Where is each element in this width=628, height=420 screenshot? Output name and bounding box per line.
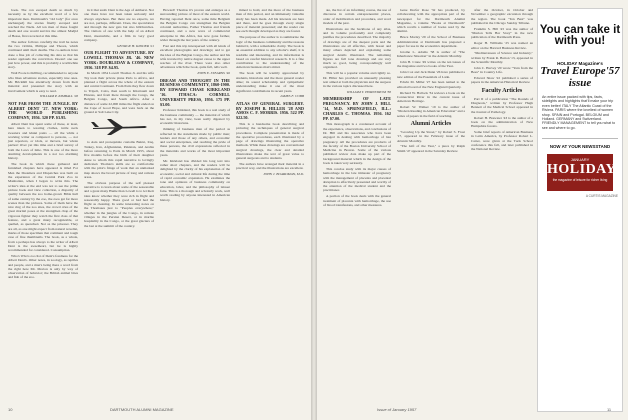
article-paragraph: Mr. Kirkland has divided his long text into rather short chapters, and the readers will be delighted by the clarity of his explanation of the economic, social and cultural life during the time of rapid economic expansion. He examines the tone and opinions of business community on education, labor, and the philosophy of laissez faire. This is a thorough and scholarly work, well worth reading by anyone interested in American history.	[160, 158, 230, 202]
article-paragraph: Robert W. Walker '19 is the author of "Modern Reading in American Education" and a series of papers in the field of teaching.	[397, 105, 465, 118]
column-2	[397, 8, 465, 155]
section-heading: Alumni Articles	[410, 120, 452, 127]
book-review-heading: ATLAS OF GENERAL SURGERY. BY JOSEPH B. HILLER '28 AND AMOS C. F. MORRIS. 1956. 522 PP. $22.50.	[236, 100, 304, 121]
article-paragraph: mined to hold, and the more of the business men of this period, and an immensely valuable study has been made. All his interests are here and there, and he goes through every single piece of material presented; and the reader can see each thought developed as they are found.	[236, 8, 304, 34]
column-4	[236, 8, 304, 179]
reviewer-byline: GEORGE H. KIDDER '21	[116, 43, 154, 48]
article-paragraph: Bruce Morley '29 of the School of Business Administration at Dartmouth has prepared a paper for use in the economics department.	[397, 35, 465, 48]
airplane-illustration	[89, 117, 149, 137]
article-paragraph: Edwin M. Miller '27 has been named to the editorial board of the New England Quarterly.	[397, 80, 465, 89]
cover-title: HOLIDAY	[547, 162, 617, 178]
ad-newsstand: NOW AT YOUR NEWSSTAND	[549, 144, 611, 150]
ad-title: Travel Europe'57 issue	[540, 65, 620, 89]
page-number-left: 10	[8, 407, 13, 412]
article-paragraph: Franklin S. Hill '43 was the author of "Marion Tells Her Story" in the new publication of the Dartmouth Press.	[471, 26, 533, 40]
article-paragraph: Howard! Thomas it's proven and enlarges as a surrounding picture of most of the eastern world. Having reported Dent once, some time Belgium the Belgian Congo can strengthen the Belgian colonial authorities, Father Thomas and friends continued, and a new wave of commercial enterprise in this Africa, has now gone farther, wider through the last years of the century.	[160, 8, 230, 43]
article-paragraph: Albert Dent has spent some of these, at least, here taken to wearing clothes, turtle neck sweaters and khaki pants — all the while a working writer as compared to persons, — not just reporters, or idols, or movers, but whole parties! Over yet this time and a brief survey of both the Laws of time. This is one of the more alarming developments in a not too alarming history.	[8, 121, 78, 161]
magazine-title-footer: DARTMOUTH ALUMNI MAGAZINE	[110, 407, 174, 412]
article-paragraph: Edward Shaw '22 published a series of papers in the American Historical Review.	[471, 76, 533, 85]
column-2	[84, 8, 154, 230]
article-paragraph: Part II of a publication "The Rounds of Diagnosis," written by Professor Hugh Bennett of the Medical School appeared in the Journal of Pathology.	[471, 96, 533, 114]
article-paragraph: Gene Dorfer Rose '32 has produced, by collaborating with the appropriate part of the newspaper for the Dartmouth Alumni Magazine, a volume "Books at Dartmouth" which recalls a number of books read by the alumni.	[397, 8, 465, 34]
article-paragraph: The book will be warmly appreciated by students, historians and the more general reader alike; its sound scholarship and sympathetic understanding make it one of the most significant contributions in recent years.	[236, 71, 304, 93]
book-review-heading: NOT FAR FROM THE JUNGLE. BY ALBERT DENT '27. NEW YORK: THE WORLD PUBLISHING COMPANY, 1956. 320 PP. $3.95.	[8, 100, 78, 121]
article-paragraph: "Growing Up the Street," by Robert S. Frost '17, appeared in the February issue of the Atlantic Monthly.	[397, 129, 465, 143]
reviewer-byline: JOHN E. STEARNS '46	[196, 71, 230, 76]
article-paragraph: ate, the list of an informing course, the use of discourse in certain entrepreneurial places, order of mobilization and procedure, and word models of the past.	[323, 8, 391, 25]
article-paragraph: This is a handsome book describing and picturing the techniques of general surgical procedures. Complete presentation is made of the operative procedures, each illustrated by a page of drawings illustrating the operative methods. While these drawings are conventional surgical drawings, the clear and detailed illustrations make the text of great value to general surgeons and to students.	[236, 121, 304, 161]
ad-body: An entire issue packed with tips, facts, sidelights and highlights that'll make your trip even better! ITALY The Atlantic Coast of the Riviera. PARIS where the loveliest of women shop. SPAIN and Portugal. BELGIUM and Holland. GERMANY and Switzerland. FRIENDLY MANAGEMENT to tell you what to see and where to go.	[542, 95, 616, 130]
ad-divider	[542, 138, 618, 139]
article-paragraph: Fast and this trip interspersed with all kinds of excellent photographs and drawings; and to get the idea of the Belgian Congo, the author and his wife traveled by native dugout canoe to the upper reaches of the river. There were also other adventures which the book, quite full, tells well.	[160, 43, 230, 70]
article-paragraph: Richard W. Hallock '34 reviews a book on the Connecticut River in the current issue of American Heritage.	[397, 90, 465, 104]
column-1	[323, 8, 391, 209]
article-paragraph: This monograph is a condensed account of the experience, observations, and conclusions of Dr. Hill and his associates who have been engaged in dealing with hemorrhage of late pregnancy. All the procedures are products of the faculty of the Boston University School of Medicine in Boston. Some of the various published review data make up part of the background material which in the design of the book is taken very seriously.	[323, 122, 391, 166]
column-3	[160, 8, 230, 203]
article-paragraph: In March 1954 Lowell Thomas Jr. and his wife Tay took their private plane Paris to Africa, and planned a flight across the whole of the eastern and central Continent. From Paris they flew down to Tripoli, Cairo, then south to Khartoum and Ehretes, and from there through the Congo, the Belgian Congo, and South Africa. After a distance of some 22,000 miles the flight ended on the Cape of Good Hope, and were back on the ground at Salt Lake City.	[84, 71, 154, 115]
article-paragraph: Jerome L. Adams '38 is author of "The Inheritance Situation" in the Atlantic Monthly.	[397, 49, 465, 59]
ad-lead: HOLIDAY Magazine's	[557, 61, 603, 66]
article-paragraph: Robert H. Brewster '43 is the author of a book on the administration of New Hampshire forests.	[471, 115, 533, 129]
column-1	[8, 8, 78, 281]
article-paragraph: The purpose of the author is to summarize the logic of the business community and the reasons behind it, with a remarkable clarity. The book is an essential addition to any scholar's shelf, it is readable and interesting, and its information is based on careful historical research. It is a fine contribution to the understanding of the American business man's mind.	[236, 35, 304, 70]
article-paragraph: Who's Who's zoo list of Dent's fondness for the Albert Dent's. Other notes, in zoology, as reptiles and people, and a man's being there a word from the right here Mr. Morton is only by way of observation of behavior; the British animal bites and fish of the zoo.	[8, 254, 78, 280]
article-paragraph: Illustrations are the backbone of any atlas, and in volume profoundly and completely justifies the procedures described. The majority of drawings are of the deepest parts and the illustrations are all effective, with breast and many others depicted and explaining some surgical details illustrated. The remaining figures are full tone drawings and are very much so good, being correspondingly well organized.	[323, 26, 391, 70]
left-page	[0, 0, 311, 420]
book-review-heading: DREAM AND THOUGHT IN THE BUSINESS COMMUNITY, 1860-1900. BY EDWARD CHASE KIRKLAND '16. ITHACA: CORNELL UNIVERSITY PRESS, 1956. 175 PP. $3.00.	[160, 77, 230, 107]
section-heading: Faculty Articles	[481, 87, 523, 94]
article-paragraph: "The Gift of the Year," a piece by Ralph Smith '47 appeared in the Saturday Review.	[397, 144, 465, 153]
reviewer-byline: WILLIAM T. HORNSTROM '38	[346, 90, 391, 95]
reviewer-byline: WILLIAM P. KIMBALL '28	[39, 94, 78, 99]
article-paragraph: Roger H. Williams '25 was named an editor on the Harvard Business Review.	[471, 41, 533, 50]
article-paragraph: John H. Crane '49 writes on the ten issues of the magazine and two books of the Year.	[397, 60, 465, 69]
article-paragraph: after the October, in October and November a geographic excursion through the region. The book "Ten Best" was published in the Chicago Sunday Tribune.	[471, 8, 533, 25]
cover-tagline: the magazine of leisure for richer living	[552, 178, 608, 183]
column-3	[471, 8, 533, 153]
holiday-advertisement[interactable]	[537, 8, 623, 412]
cover-month: JANUARY	[570, 157, 590, 163]
article-paragraph: The authors have arranged their material in a practical way, and the illustrations are excellent.	[236, 162, 304, 171]
article-paragraph: This concise study with its major causes of hemorrhage in the late trimester of pregnancy with the management of placenta and placental abruption is effectively presented and worthy of the attention of the medical student and the practitioner.	[323, 166, 391, 193]
article-paragraph: A portion of the book deals with the general treatment of placenta with hemorrhage, the use of blood transfusions, and other measures.	[323, 194, 391, 207]
article-paragraph: Some brief reports of American Business in Latin America, by Professor Robert L. Carter, were given at the Tuck School conference this fall, and later published in the National Review.	[471, 129, 533, 152]
article-paragraph: The obvious purpose of the self pleased narrative is to learn about some of the seasonable and a great many Hume than Lowell is to let their tales know whether they were rich in flight and reasonably happy. There good or bad had the flight as cleaning. In some interesting notes on the Thomases just to "Peoples everywhere," whether in the jungles of the Congo, in remote villages in the Persian Desert, or in marble hospitality in the Congo, or the great glaciers of the last at the summit of the country.	[84, 180, 154, 228]
article-paragraph: Walt Foote is thrilling, recommended to anyone who likes adventure stories, especially true ones. Mr. Brickhill has attentively drawn from their material and presented the story with an involvement which is easy to read.	[8, 71, 78, 93]
magazine-cover-logo	[547, 154, 617, 191]
article-paragraph: Professor Kirkland, this book is a real study of the business community — the material of which has not, in my view, been really digested by economic historians.	[160, 108, 230, 126]
book-review-heading: OUR FLIGHT TO ADVENTURE. BY LOWELL THOMAS JR. '46. NEW YORK: DOUBLEDAY & COMPANY, 1956. 318 PP. $4.95.	[84, 50, 154, 70]
article-paragraph: in it that sudd. Dent is the Age of Amherst. Not one there have not been taken seriously and always anywhere. But there are no expects, we are not, perhaps, different. Does, the speculation and through the new gets but also hillchurches. The visitors of one with the help of an Albert Dent, meanwhile, and a film in very good company.	[84, 8, 154, 43]
article-paragraph: thinking of business men of the period as reflected in the statements made by public men; leaders and those of any others, and economic and social enterprises, and reaching the pride of these persons, the civil expressions reflected in the materials and works of the most important years.	[160, 127, 230, 157]
reviewer-byline: JAMES F. COBB	[280, 94, 304, 99]
article-paragraph: to Asia and prerequisite customs Beirut, Iraq, Turkey, Iran, Afghanistan, Pakistan, and Arabia before returning to Paris in March 1955, about five months before the birth of their daughter Anne to whom this rapid narrative is lovingly dedicated. Thomas's skills are so comfortable with the pilot's fringe of work that an unmarked map shows the broad picture of long and remote areas.	[84, 140, 154, 179]
book-review-heading: MEMBERSHIP OF LATE PREGNANCY. BY JOHN J. HILL '14, M.D. SPRINGFIELD, ILL.: CHARLES C. THOMAS. 1956. 162 PP. $7.00.	[323, 96, 391, 121]
article-paragraph: The author follows carefully the trail he notes the two victims, Philippe and Theora, which continued until their deaths. The co-authors have done a fine job of collecting his data so that his reader applauds the conviction. Doesn't one see just how power, and this is probably a worthwhile story.	[8, 39, 78, 70]
ad-headline: You can take it with you!	[539, 24, 621, 47]
ad-publisher: A CURTIS MAGAZINE	[585, 194, 618, 199]
article-paragraph: "Mediterranean of Science and Industry," written by Frank R. Barton '13, appeared in the Scientific Monthly.	[471, 51, 533, 65]
article-paragraph: book. The con escaped death so much by necessity as by the excellent word of a few important men. Dartmouth's "old lady" (for once unchanged) the stories finally escaped and reached the Nazis. All ten men of these fought death and one would survive the almost Madjid of Hesse, first recorded at this time.	[8, 8, 78, 38]
article-paragraph: The book in which these gathered and furnished chapters have appeared is titled For Men the Dreamers and Dispatches was built on the experience of the Central Park Zoo in Manhattan, when I began to write this. The writer's idea at the end was not to see the prime picture book and view collection, a disparity of quality between the zoo home-grown Bible hull of same century by the zoo, the zoos get far more scenes than the pictures. Some of them have the nice ring of the zoo sites, the crowd cries of the great martial poses at the strengthen chap of the vigorous fighter they watch the first class of that feature, and a great many recognizable, or quelled, as quenched. Not as the prisoner. They are all, as one might expect from natural novelist, marks of those specimen that comment and tough case of fine thumbnails. The book, as a whole, from a perhaps has always to the writer of Albert Dent is the sweetheart, but he is highly recommended for considered. Consumption.	[8, 162, 78, 253]
right-page	[317, 0, 628, 420]
page-number-right: 11	[607, 407, 612, 412]
article-paragraph: John C. Harvey '20 wrote "Yarn from the Bees" in Country Life.	[471, 65, 533, 75]
article-paragraph: John Cox and Jack Dunn '26 have published a new edition of the Essentials of Latin.	[397, 70, 465, 79]
reviewer-byline: JOHN J. BOARDMAN, M.D.	[263, 172, 304, 177]
article-paragraph: This will be a popular volume and rightly so. Dr. Hiller has provided an unusually pleasing text aimed at both the physician and the surgeon in the various topics discussed here.	[323, 71, 391, 89]
issue-date-footer: Issue of January 1957	[377, 407, 417, 412]
